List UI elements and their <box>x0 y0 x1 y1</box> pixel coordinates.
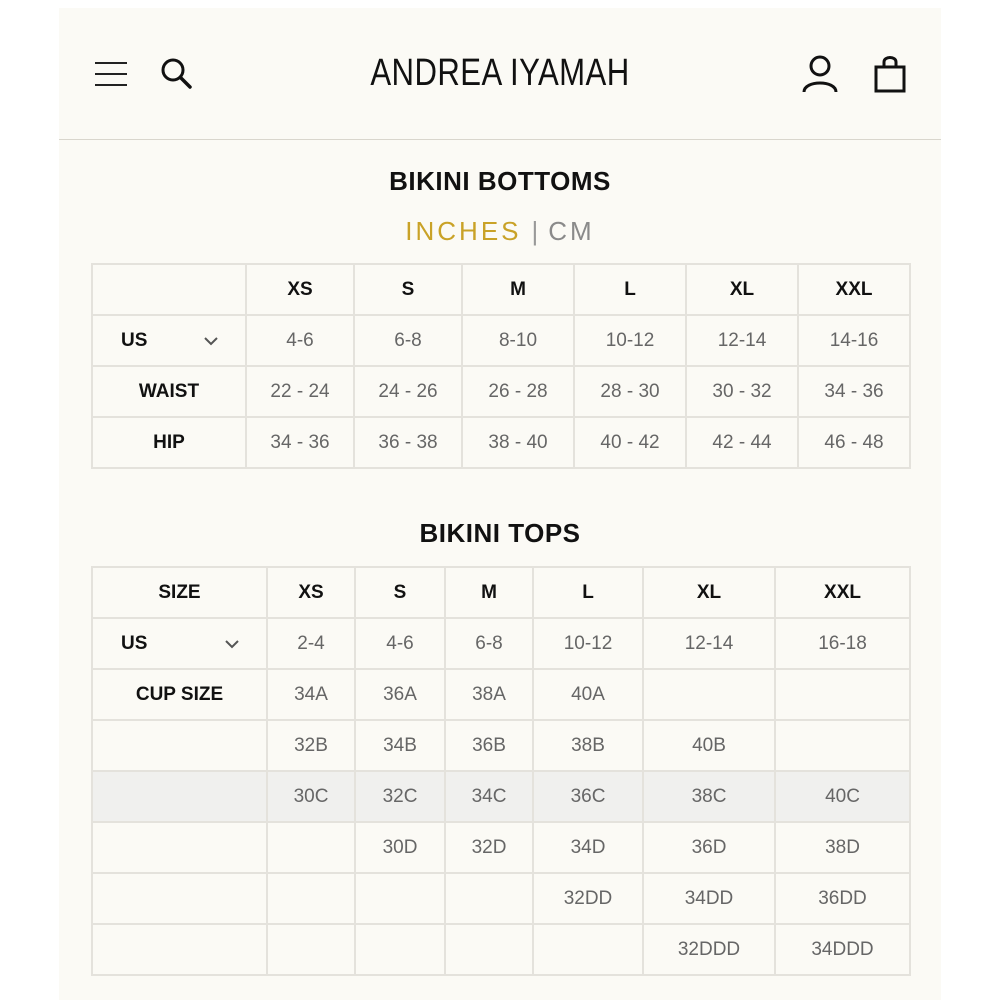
empty-label-cell <box>92 720 267 771</box>
empty-label-cell <box>92 873 267 924</box>
table-cell <box>533 924 643 975</box>
table-cell <box>445 873 533 924</box>
search-icon[interactable] <box>159 56 195 92</box>
table-cell: 36D <box>643 822 775 873</box>
table-cell: 16-18 <box>775 618 910 669</box>
row-label: HIP <box>92 417 246 468</box>
chevron-down-icon <box>224 639 240 649</box>
size-header: S <box>355 567 445 618</box>
row-label: SIZE <box>92 567 267 618</box>
table-row <box>92 873 910 924</box>
table-cell: 40C <box>775 771 910 822</box>
empty-header-cell <box>92 264 246 315</box>
table-row <box>92 822 910 873</box>
table-cell: 38A <box>445 669 533 720</box>
empty-label-cell <box>92 924 267 975</box>
table-cell: 34B <box>355 720 445 771</box>
unit-cm-option[interactable]: CM <box>548 216 595 246</box>
table-cell: 34A <box>267 669 355 720</box>
size-guide-page <box>59 8 941 1000</box>
table-cell: 38 - 40 <box>462 417 574 468</box>
table-cell: 22 - 24 <box>246 366 354 417</box>
table-cell: 40B <box>643 720 775 771</box>
table-row <box>92 669 910 720</box>
size-header: XXL <box>775 567 910 618</box>
menu-icon[interactable] <box>95 62 127 88</box>
table-cell: 34D <box>533 822 643 873</box>
table-cell: 36A <box>355 669 445 720</box>
unit-inches-option[interactable]: INCHES <box>405 216 522 246</box>
table-cell: 4-6 <box>355 618 445 669</box>
table-cell: 34DD <box>643 873 775 924</box>
table-cell: 32D <box>445 822 533 873</box>
size-header: M <box>462 264 574 315</box>
table-cell: 32DD <box>533 873 643 924</box>
size-header: M <box>445 567 533 618</box>
brand-logo[interactable]: ANDREA IYAMAH <box>370 52 630 94</box>
size-header: XL <box>643 567 775 618</box>
table-cell: 12-14 <box>686 315 798 366</box>
size-header: XL <box>686 264 798 315</box>
table-cell: 30D <box>355 822 445 873</box>
table-cell: 36C <box>533 771 643 822</box>
table-cell: 46 - 48 <box>798 417 910 468</box>
table-row <box>92 924 910 975</box>
size-header: XS <box>246 264 354 315</box>
table-cell <box>267 924 355 975</box>
table-cell: 38C <box>643 771 775 822</box>
empty-label-cell <box>92 771 267 822</box>
table-cell: 4-6 <box>246 315 354 366</box>
table-cell: 24 - 26 <box>354 366 462 417</box>
table-cell: 30C <box>267 771 355 822</box>
table-cell <box>775 669 910 720</box>
table-cell: 34 - 36 <box>246 417 354 468</box>
tops-title: BIKINI TOPS <box>419 518 581 548</box>
table-cell: 2-4 <box>267 618 355 669</box>
table-cell: 36B <box>445 720 533 771</box>
table-cell: 8-10 <box>462 315 574 366</box>
table-cell <box>775 720 910 771</box>
table-cell <box>355 873 445 924</box>
table-cell: 6-8 <box>354 315 462 366</box>
row-label: CUP SIZE <box>92 669 267 720</box>
table-cell: 34C <box>445 771 533 822</box>
table-row <box>92 264 910 315</box>
table-cell: 6-8 <box>445 618 533 669</box>
shopping-bag-icon[interactable] <box>873 54 907 94</box>
table-cell <box>643 669 775 720</box>
table-cell: 40A <box>533 669 643 720</box>
table-cell: 10-12 <box>574 315 686 366</box>
table-row <box>92 315 910 366</box>
size-header: L <box>574 264 686 315</box>
region-select-label: US <box>121 632 148 654</box>
region-select[interactable] <box>92 315 246 366</box>
table-cell: 38D <box>775 822 910 873</box>
table-cell: 12-14 <box>643 618 775 669</box>
bottoms-title: BIKINI BOTTOMS <box>389 166 611 196</box>
tops-size-table <box>91 566 911 976</box>
size-header: L <box>533 567 643 618</box>
table-cell: 40 - 42 <box>574 417 686 468</box>
site-header <box>59 8 941 140</box>
table-cell <box>445 924 533 975</box>
table-cell: 26 - 28 <box>462 366 574 417</box>
table-row <box>92 720 910 771</box>
table-row-highlighted <box>92 771 910 822</box>
table-cell: 10-12 <box>533 618 643 669</box>
table-cell: 30 - 32 <box>686 366 798 417</box>
region-select[interactable] <box>92 618 267 669</box>
table-cell: 14-16 <box>798 315 910 366</box>
region-select-label: US <box>121 329 148 351</box>
table-row <box>92 567 910 618</box>
table-cell: 36 - 38 <box>354 417 462 468</box>
size-header: S <box>354 264 462 315</box>
table-cell: 42 - 44 <box>686 417 798 468</box>
table-cell: 34 - 36 <box>798 366 910 417</box>
unit-toggle <box>59 216 941 247</box>
table-cell: 38B <box>533 720 643 771</box>
table-cell: 34DDD <box>775 924 910 975</box>
table-cell <box>267 873 355 924</box>
empty-label-cell <box>92 822 267 873</box>
table-cell <box>267 822 355 873</box>
bottoms-size-table <box>91 263 911 469</box>
size-header: XXL <box>798 264 910 315</box>
table-row <box>92 618 910 669</box>
table-cell: 32B <box>267 720 355 771</box>
account-icon[interactable] <box>801 54 839 94</box>
table-cell: 28 - 30 <box>574 366 686 417</box>
table-cell <box>355 924 445 975</box>
row-label: WAIST <box>92 366 246 417</box>
table-cell: 32C <box>355 771 445 822</box>
table-cell: 32DDD <box>643 924 775 975</box>
unit-separator: | <box>531 216 539 246</box>
table-cell: 36DD <box>775 873 910 924</box>
chevron-down-icon <box>203 336 219 346</box>
size-header: XS <box>267 567 355 618</box>
table-row <box>92 366 910 417</box>
table-row <box>92 417 910 468</box>
